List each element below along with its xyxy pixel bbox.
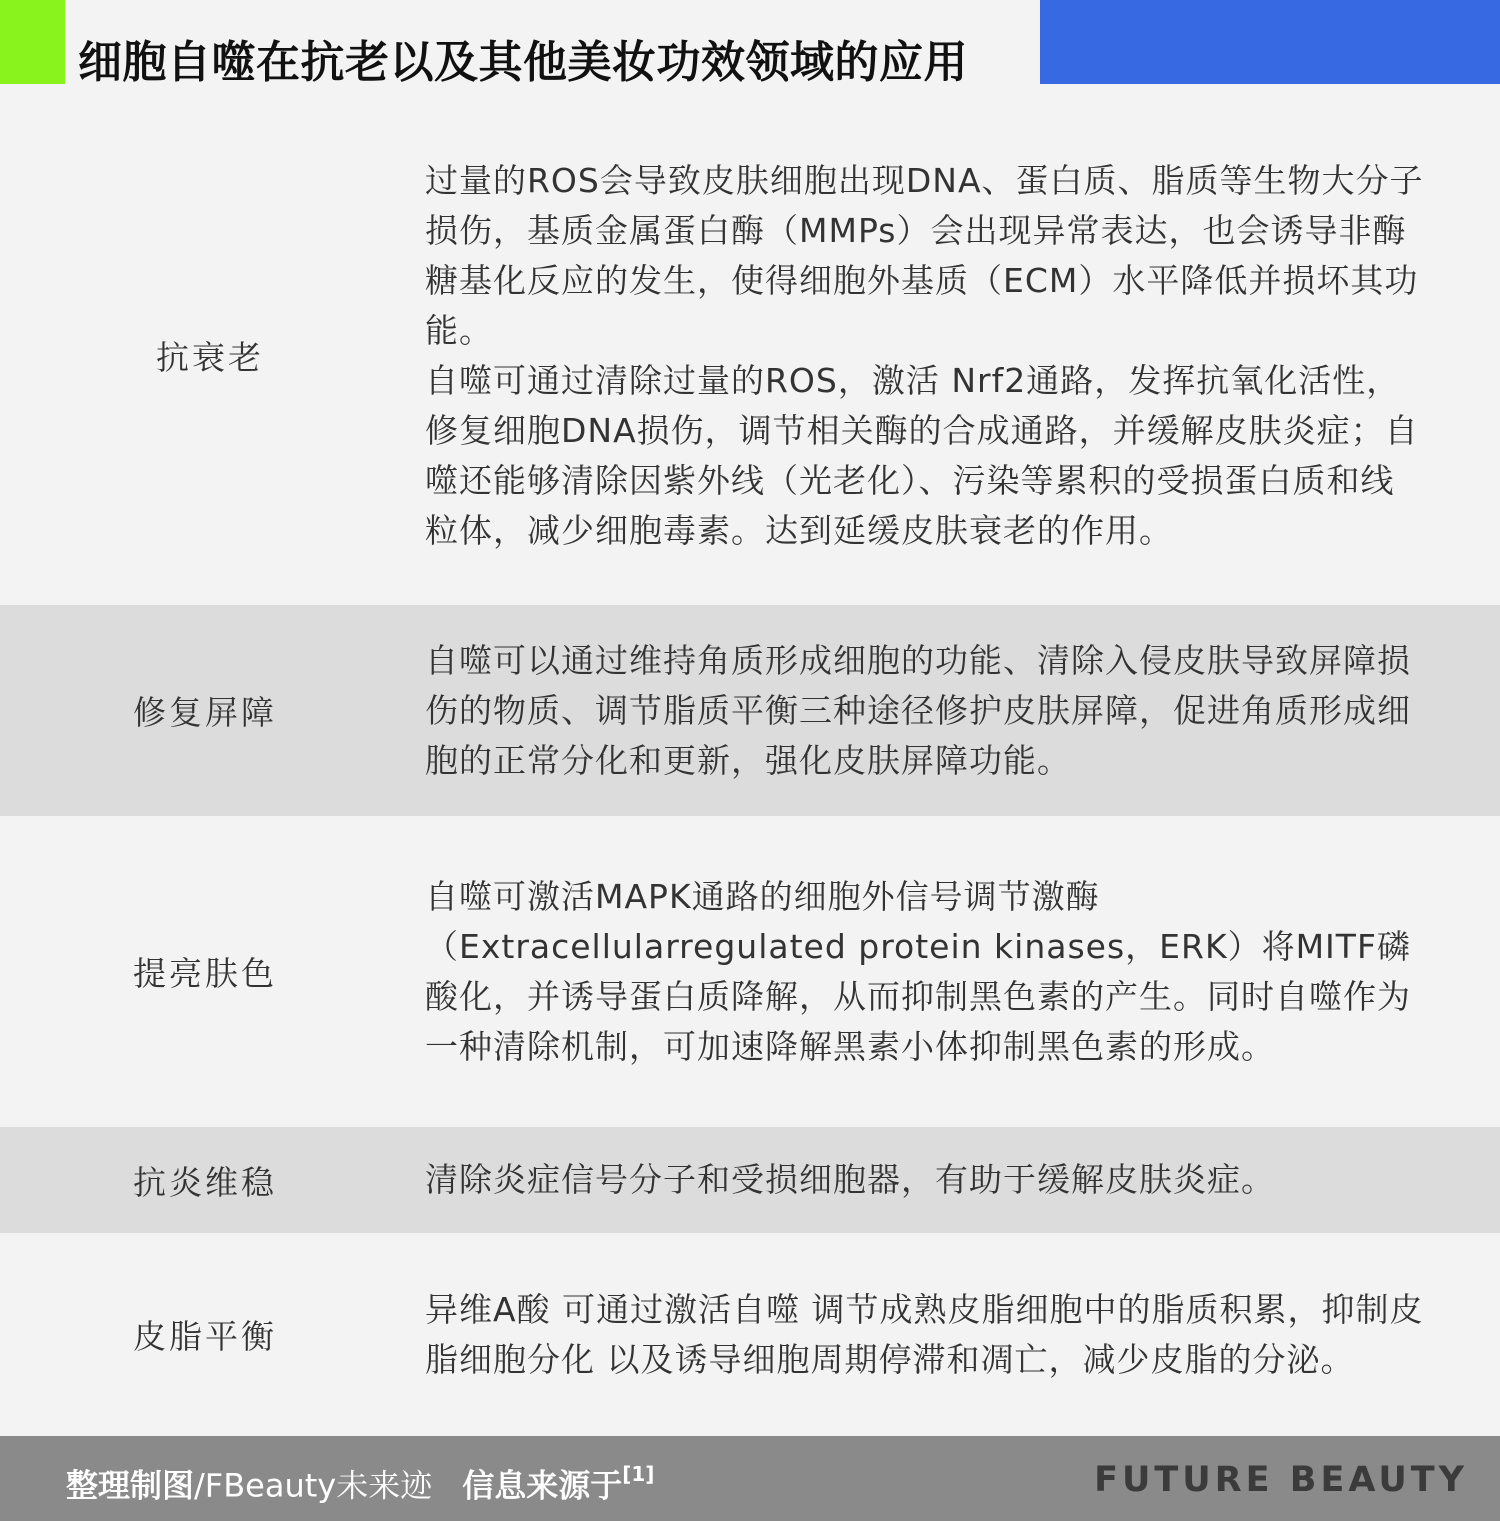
- credit-label: 整理制图: [66, 1466, 195, 1505]
- credit-value: /FBeauty未来迹: [194, 1466, 433, 1505]
- row-label-text: 提亮肤色: [133, 954, 277, 993]
- table-row: [0, 106, 1500, 605]
- footer: [0, 1436, 1500, 1521]
- description-paragraph: （Extracellularregulated protein kinases，ERK）将MITF磷酸化，并诱导蛋白质降解，从而抑制黑色素的产生。同时自噬作为一种清除机制，可加速降解黑素小体抑制黑色素的形成。: [425, 926, 1411, 1066]
- row-label: [0, 1311, 425, 1358]
- description-paragraph: 清除炎症信号分子和受损细胞器，有助于缓解皮肤炎症。: [425, 1160, 1275, 1199]
- table-row: [0, 1233, 1500, 1436]
- description-paragraph: 自噬可激活MAPK通路的细胞外信号调节激酶: [425, 876, 1100, 916]
- row-description: [425, 1285, 1425, 1385]
- brand-wordmark: FUTURE BEAUTY: [1094, 1460, 1468, 1500]
- description-paragraph: 过量的ROS会导致皮肤细胞出现DNA、蛋白质、脂质等生物大分子损伤，基质金属蛋白酶（MMPs）会出现异常表达，也会诱导非酶糖基化反应的发生，使得细胞外基质（ECM）水平降低并损坏其功能。: [425, 160, 1424, 350]
- row-label: [0, 332, 425, 379]
- source-reference: [1]: [622, 1462, 655, 1486]
- row-label-text: 抗衰老: [156, 338, 264, 377]
- blue-accent-bar: [1040, 0, 1500, 84]
- row-label: [0, 948, 425, 995]
- green-accent-bar: [0, 0, 65, 84]
- description-paragraph: 异维A酸 可通过激活自噬 调节成熟皮脂细胞中的脂质积累，抑制皮脂细胞分化 以及诱导细胞周期停滞和凋亡，减少皮脂的分泌。: [425, 1289, 1424, 1379]
- credit-line: [66, 1456, 654, 1508]
- row-description: [425, 156, 1425, 556]
- row-description: [425, 636, 1425, 786]
- source-label: 信息来源于: [462, 1466, 623, 1505]
- row-label-text: 修复屏障: [133, 693, 277, 732]
- page-title: 细胞自噬在抗老以及其他美妆功效领域的应用: [78, 37, 968, 88]
- description-paragraph: 自噬可通过清除过量的ROS，激活 Nrf2通路，发挥抗氧化活性，修复细胞DNA损伤，调节相关酶的合成通路，并缓解皮肤炎症；自噬还能够清除因紫外线（光老化）、污染等累积的受损蛋白质和线粒体，减少细胞毒素。达到延缓皮肤衰老的作用。: [425, 360, 1419, 550]
- description-paragraph: 自噬可以通过维持角质形成细胞的功能、清除入侵皮肤导致屏障损伤的物质、调节脂质平衡三种途径修护皮肤屏障，促进角质形成细胞的正常分化和更新，强化皮肤屏障功能。: [425, 640, 1411, 780]
- table-row: [0, 1127, 1500, 1233]
- row-label: [0, 687, 425, 734]
- table-row: [0, 605, 1500, 816]
- row-description: [425, 872, 1425, 1072]
- row-label-text: 抗炎维稳: [133, 1162, 277, 1202]
- row-description: [425, 1155, 1425, 1205]
- header: [0, 0, 1500, 100]
- application-table: [0, 106, 1500, 1436]
- row-label: [0, 1157, 425, 1204]
- row-label-text: 皮脂平衡: [133, 1317, 277, 1356]
- table-row: [0, 816, 1500, 1127]
